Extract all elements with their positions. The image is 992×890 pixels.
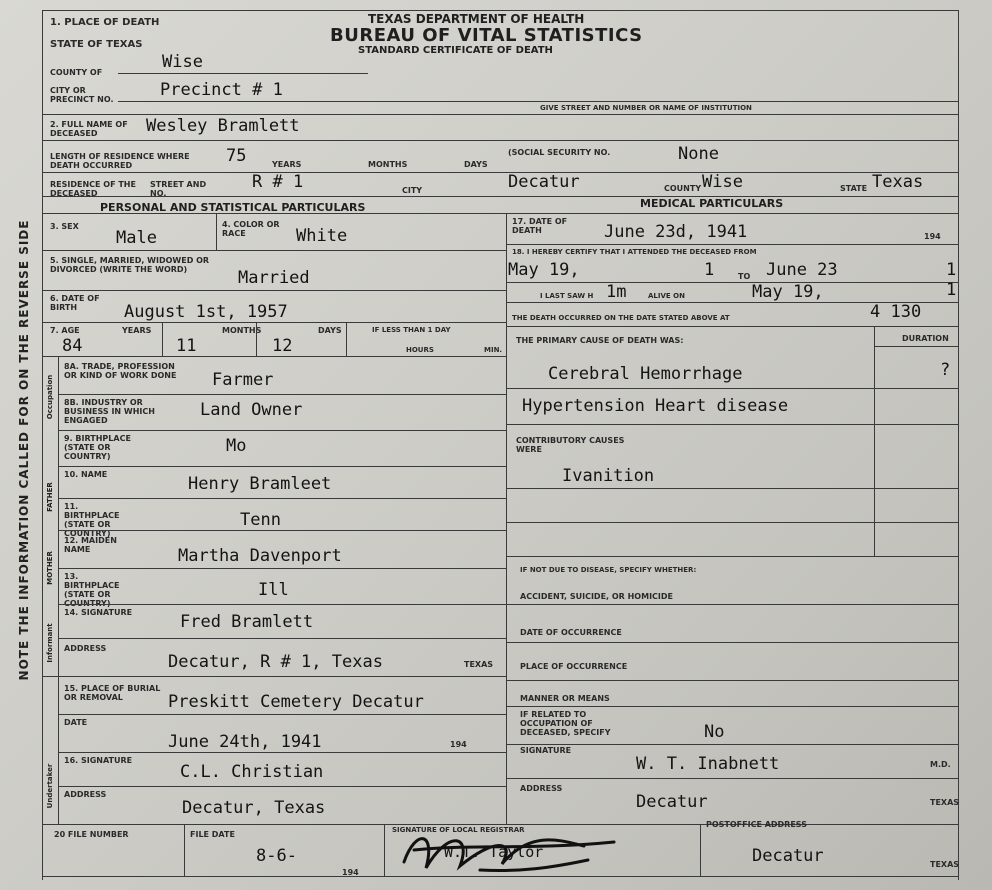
registrar-signature (384, 810, 634, 886)
full-name-value: Wesley Bramlett (146, 116, 300, 136)
rule-l4 (42, 356, 506, 357)
dob-value: August 1st, 1957 (124, 302, 288, 322)
rule-2 (42, 140, 958, 141)
industry-label: 8B. INDUSTRY OR BUSINESS IN WHICH ENGAGED (64, 398, 155, 425)
last-saw-label: I LAST SAW H (540, 292, 594, 300)
age-years-value: 84 (62, 336, 83, 356)
place-of-death-label: 1. PLACE OF DEATH (50, 17, 160, 28)
age-years-label: YEARS (122, 326, 152, 335)
duration-value: ? (940, 360, 951, 380)
rule-r8 (506, 522, 958, 523)
rule-l16 (58, 786, 506, 787)
occurred-label: THE DEATH OCCURRED ON THE DATE STATED ABOVE AT (512, 314, 730, 322)
burial-date-value: June 24th, 1941 (168, 732, 322, 752)
postoffice-value: Decatur (752, 846, 824, 866)
res-state-label: STATE (840, 184, 868, 193)
occurrence-date-label: DATE OF OCCURRENCE (520, 628, 622, 637)
postoffice-label: POSTOFFICE ADDRESS (706, 820, 807, 829)
trade-value: Farmer (212, 370, 274, 390)
age-div-3 (346, 322, 347, 356)
age-div-2 (256, 322, 257, 356)
mother-name-value: Martha Davenport (178, 546, 342, 566)
street-value: R # 1 (252, 172, 304, 192)
rule-r5 (506, 388, 958, 389)
mother-cat: MOTHER (46, 551, 54, 585)
age-months-value: 11 (176, 336, 197, 356)
street-label: STREET AND NO. (150, 180, 207, 198)
undertaker-label: 16. SIGNATURE (64, 756, 133, 765)
residence-length-label: LENGTH OF RESIDENCE WHERE DEATH OCCURRED (50, 152, 190, 170)
rule-r4 (506, 326, 958, 327)
informant-address-value: Decatur, R # 1, Texas (168, 652, 383, 672)
city-line (118, 101, 958, 102)
rule-l7 (58, 466, 506, 467)
primary-cause-value: Cerebral Hemorrhage (548, 364, 743, 384)
attend-from-year: 1 (704, 260, 715, 280)
dod-value: June 23d, 1941 (604, 222, 748, 242)
undertaker-value: C.L. Christian (180, 762, 324, 782)
contributory-value: Ivanition (562, 466, 655, 486)
father-name-label: 10. NAME (64, 470, 108, 479)
dod-year-label: 194 (924, 232, 941, 241)
ssn-label: (SOCIAL SECURITY NO. (508, 148, 611, 157)
attend-to-year: 1 (946, 260, 957, 280)
state-label: STATE OF TEXAS (50, 39, 143, 50)
res-city-value: Decatur (508, 172, 580, 192)
age-days-label: DAYS (318, 326, 342, 335)
county-line (118, 73, 368, 74)
file-date-label: FILE DATE (190, 830, 235, 839)
rule-l1 (42, 250, 506, 251)
father-birthplace-value: Tenn (240, 510, 281, 530)
years-label: YEARS (272, 160, 302, 169)
to-label: TO (738, 272, 751, 281)
physician-address-label: ADDRESS (520, 784, 563, 793)
certify-label: 18. I HEREBY CERTIFY THAT I ATTENDED THE DECEASED FROM (512, 248, 757, 256)
res-county-value: Wise (702, 172, 743, 192)
months-label: MONTHS (368, 160, 408, 169)
father-name-value: Henry Bramleet (188, 474, 332, 494)
manner-label: MANNER OR MEANS (520, 694, 610, 703)
county-value: Wise (162, 52, 203, 72)
birthplace-label: 9. BIRTHPLACE (STATE OR COUNTRY) (64, 434, 131, 461)
alive-on-value: May 19, (752, 282, 824, 302)
burial-value: Preskitt Cemetery Decatur (168, 692, 424, 712)
contributory-label: CONTRIBUTORY CAUSES WERE (516, 436, 625, 454)
file-date-value: 8-6- (256, 846, 297, 866)
mother-birthplace-label: 13. BIRTHPLACE (STATE OR COUNTRY) (64, 572, 120, 608)
rule-l6 (58, 430, 506, 431)
res-city-label: CITY (402, 186, 423, 195)
border-right (958, 10, 959, 880)
occurrence-place-label: PLACE OF OCCURRENCE (520, 662, 628, 671)
undertaker-address-value: Decatur, Texas (182, 798, 326, 818)
dod-label: 17. DATE OF DEATH (512, 217, 568, 235)
duration-rule (874, 346, 958, 347)
burial-year-label: 194 (450, 740, 467, 749)
color-value: White (296, 226, 348, 246)
bureau-title: BUREAU OF VITAL STATISTICS (330, 25, 643, 46)
informant-label: 14. SIGNATURE (64, 608, 133, 617)
informant-state-label: TEXAS (464, 660, 494, 669)
rule-1 (42, 114, 958, 115)
rule-r2 (506, 282, 958, 283)
rule-r10 (506, 604, 958, 605)
age-days-value: 12 (272, 336, 293, 356)
occurred-value: 4 130 (870, 302, 922, 322)
related-label: IF RELATED TO OCCUPATION OF DECEASED, SPECIFY (520, 710, 611, 737)
rule-l12 (58, 638, 506, 639)
physician-address-value: Decatur (636, 792, 708, 812)
less-than-day-label: IF LESS THAN 1 DAY (372, 326, 451, 334)
postoffice-texas-label: TEXAS (930, 860, 960, 869)
agency-title: TEXAS DEPARTMENT OF HEALTH (368, 12, 585, 26)
sex-divider (216, 213, 217, 250)
sex-label: 3. SEX (50, 222, 79, 231)
file-div-1 (184, 824, 185, 876)
rule-l14 (58, 714, 506, 715)
rule-l9 (58, 530, 506, 531)
rule-5 (42, 213, 958, 214)
border-top (42, 10, 958, 11)
file-div-3 (700, 824, 701, 876)
birthplace-value: Mo (226, 436, 247, 456)
rule-r9 (506, 556, 958, 557)
rule-l3 (42, 322, 506, 323)
street-hint: GIVE STREET AND NUMBER OR NAME OF INSTITUTION (540, 104, 752, 112)
rule-r12 (506, 680, 958, 681)
related-value: No (704, 722, 725, 742)
marital-label: 5. SINGLE, MARRIED, WIDOWED OR DIVORCED (WRITE THE WORD) (50, 256, 210, 274)
full-name-label: 2. FULL NAME OF DECEASED (50, 120, 128, 138)
res-county-label: COUNTY (664, 184, 702, 193)
res-state-value: Texas (872, 172, 924, 192)
age-label: 7. AGE (50, 326, 80, 335)
physician-texas-label: TEXAS (930, 798, 960, 807)
father-cat: FATHER (46, 482, 54, 512)
sex-value: Male (116, 228, 157, 248)
days-label: DAYS (464, 160, 488, 169)
undertaker-address-label: ADDRESS (64, 790, 107, 799)
marital-value: Married (238, 268, 310, 288)
primary-cause-label: THE PRIMARY CAUSE OF DEATH WAS: (516, 336, 684, 345)
industry-value: Land Owner (200, 400, 303, 420)
dob-label: 6. DATE OF BIRTH (50, 294, 100, 312)
center-divider (506, 213, 507, 825)
age-months-label: MONTHS (222, 326, 262, 335)
accident-label: ACCIDENT, SUICIDE, OR HOMICIDE (520, 592, 673, 601)
duration-label: DURATION (902, 334, 949, 343)
last-saw-value: 1m (606, 282, 627, 302)
physician-signature-label: SIGNATURE (520, 746, 572, 755)
sidebar-note: NOTE THE INFORMATION CALLED FOR ON THE REVERSE SIDE (17, 219, 31, 681)
rule-l8 (58, 498, 506, 499)
ssn-value: None (678, 144, 719, 164)
years-value: 75 (226, 146, 247, 166)
rule-r1 (506, 244, 958, 245)
registrar-value: W.T. Taylor (444, 843, 544, 861)
rule-r6 (506, 424, 958, 425)
hours-label: HOURS (406, 346, 434, 354)
md-label: M.D. (930, 760, 951, 769)
occupation-cat: Occupation (46, 374, 54, 420)
mother-name-label: 12. MAIDEN NAME (64, 536, 117, 554)
rule-r11 (506, 642, 958, 643)
rule-l5 (58, 394, 506, 395)
certificate-subtitle: STANDARD CERTIFICATE OF DEATH (358, 45, 553, 56)
rule-l11 (58, 604, 506, 605)
residence-label: RESIDENCE OF THE DECEASED (50, 180, 136, 198)
county-label: COUNTY OF (50, 68, 103, 77)
rule-4 (42, 196, 958, 197)
rule-l15 (58, 752, 506, 753)
file-year-label: 194 (342, 868, 359, 877)
burial-date-label: DATE (64, 718, 88, 727)
min-label: MIN. (484, 346, 503, 354)
personal-section-title: PERSONAL AND STATISTICAL PARTICULARS (100, 201, 366, 214)
rule-3 (42, 172, 958, 173)
rule-l2 (42, 290, 506, 291)
informant-value: Fred Bramlett (180, 612, 314, 632)
rule-r15 (506, 778, 958, 779)
city-value: Precinct # 1 (160, 80, 283, 100)
informant-cat: Informant (46, 623, 54, 663)
color-label: 4. COLOR OR RACE (222, 220, 280, 238)
informant-address-label: ADDRESS (64, 644, 107, 653)
medical-section-title: MEDICAL PARTICULARS (640, 197, 784, 210)
secondary-cause-value: Hypertension Heart disease (522, 396, 789, 416)
rule-r13 (506, 706, 958, 707)
registrar-label: SIGNATURE OF LOCAL REGISTRAR (392, 826, 525, 834)
undertaker-cat: Undertaker (46, 763, 54, 809)
mother-birthplace-value: Ill (258, 580, 289, 600)
father-birthplace-label: 11. BIRTHPLACE (STATE OR COUNTRY) (64, 502, 120, 538)
rule-r7 (506, 488, 958, 489)
attend-to-value: June 23 (766, 260, 838, 280)
attend-from-value: May 19, (508, 260, 580, 280)
rule-l10 (58, 568, 506, 569)
alive-on-label: ALIVE ON (648, 292, 685, 300)
trade-label: 8A. TRADE, PROFESSION OR KIND OF WORK DONE (64, 362, 177, 380)
rule-l13 (42, 676, 506, 677)
file-number-label: 20 FILE NUMBER (54, 830, 129, 839)
alive-on-year: 1 (946, 280, 957, 300)
rule-r14 (506, 744, 958, 745)
physician-signature-value: W. T. Inabnett (636, 754, 780, 774)
category-band-line (58, 356, 59, 824)
city-label: CITY OR PRECINCT NO. (50, 86, 114, 104)
not-disease-label: IF NOT DUE TO DISEASE, SPECIFY WHETHER: (520, 566, 697, 574)
burial-label: 15. PLACE OF BURIAL OR REMOVAL (64, 684, 161, 702)
age-div-1 (162, 322, 163, 356)
